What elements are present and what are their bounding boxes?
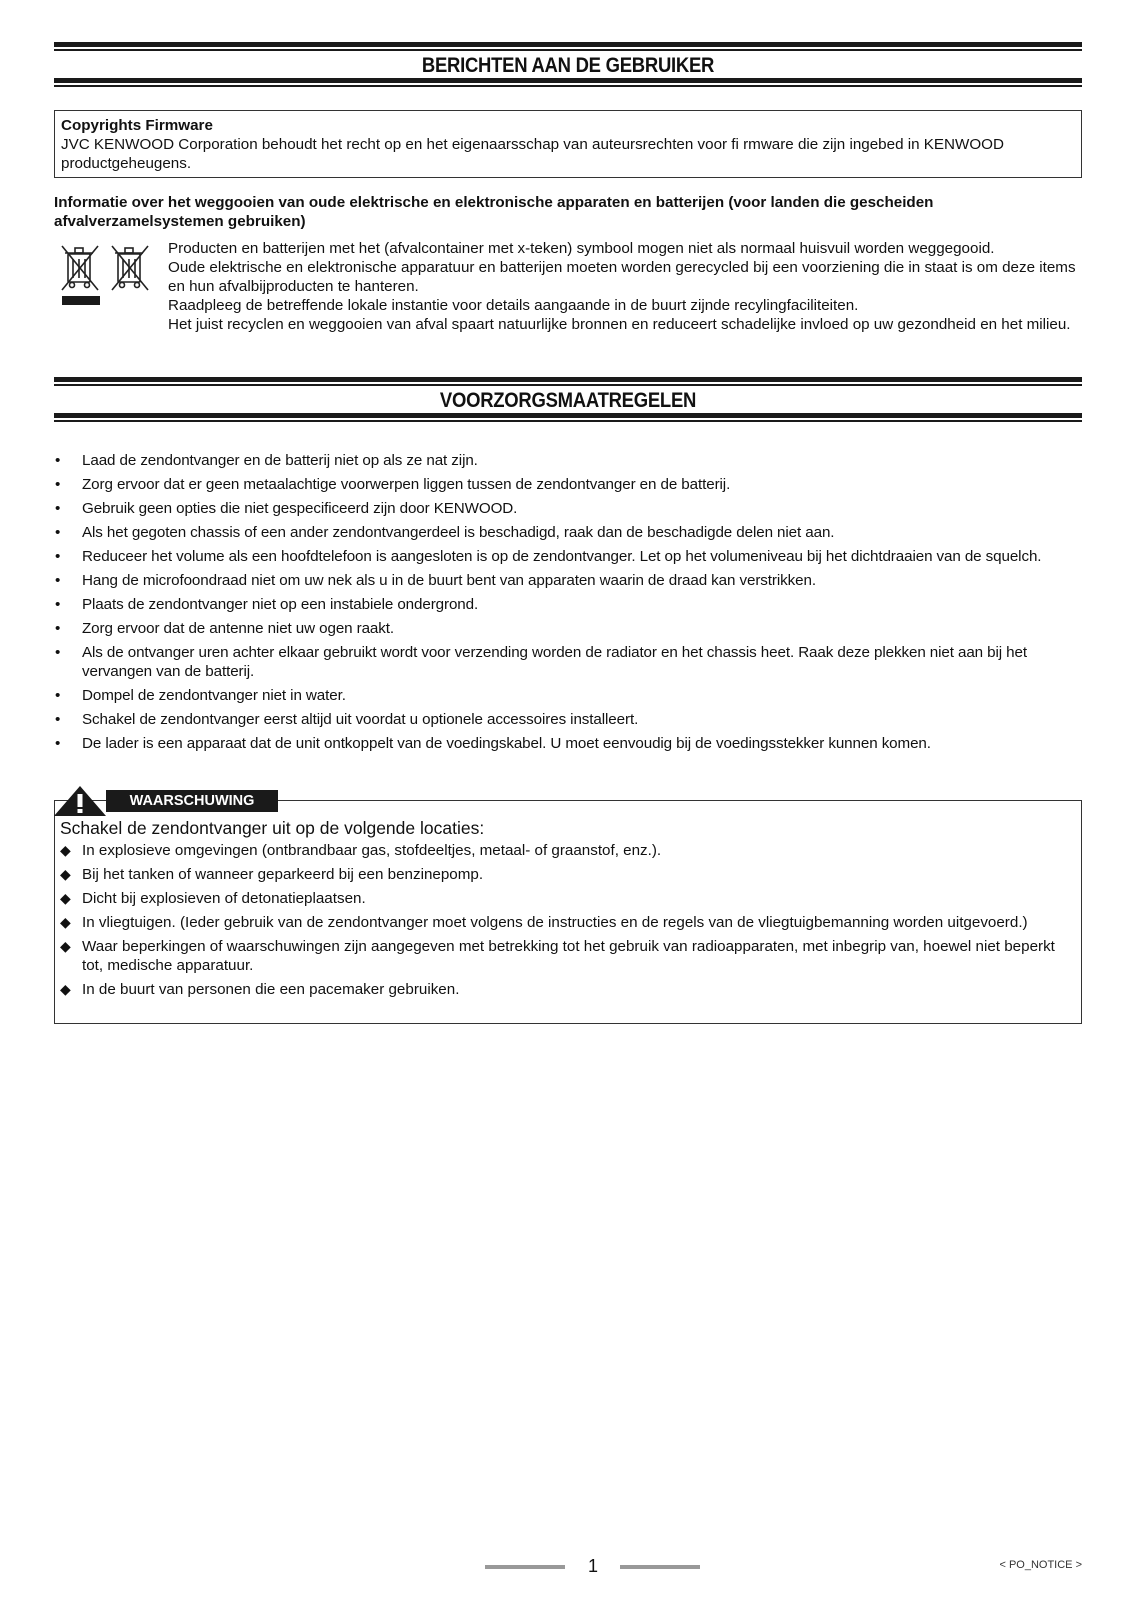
diamond-bullet-icon: ◆ [60, 914, 71, 930]
header-rule-top-thin [54, 49, 1082, 51]
diamond-bullet-icon: ◆ [60, 842, 71, 858]
disposal-paragraph: Raadpleeg de betreffende lokale instantie voor details aangaande in de buurt zijnde recylingfaciliteiten. [168, 297, 859, 314]
bullet-icon: • [55, 644, 61, 661]
bullet-icon: • [55, 548, 61, 565]
header-rule-top [54, 42, 1082, 47]
list-item: • Als de ontvanger uren achter elkaar gebruikt wordt voor verzending worden de radiator en het chassis heet. Raak deze plekken niet aan bij het vervangen van de batterij. [55, 644, 1027, 680]
warning-label: WAARSCHUWING [106, 790, 278, 812]
list-item: ◆ Dicht bij explosieven of detonatieplaatsen. [60, 890, 366, 907]
bullet-icon: • [55, 572, 61, 589]
list-item: • Dompel de zendontvanger niet in water. [55, 687, 346, 704]
list-item: ◆ In explosieve omgevingen (ontbrandbaar gas, stofdeeltjes, metaal- of graanstof, enz.). [60, 842, 662, 859]
list-item: • Gebruik geen opties die niet gespecificeerd zijn door KENWOOD. [55, 500, 518, 517]
warning-triangle-icon [54, 786, 106, 816]
weee-symbols [58, 244, 158, 312]
warning-list [60, 841, 1080, 1004]
diamond-bullet-icon: ◆ [60, 981, 71, 997]
diamond-bullet-icon: ◆ [60, 938, 71, 954]
list-item: • Schakel de zendontvanger eerst altijd uit voordat u optionele accessoires installeert. [55, 711, 639, 728]
list-item: • Zorg ervoor dat er geen metaalachtige voorwerpen liggen tussen de zendontvanger en de batterij. [55, 476, 731, 493]
section-title-precautions: VOORZORGSMAATREGELEN [439, 389, 697, 412]
list-item: ◆ Waar beperkingen of waarschuwingen zijn aangegeven met betrekking tot het gebruik van radioapparaten, met inbegrip van, hoewel niet beperkt tot, medische apparatuur. [60, 938, 1055, 974]
header-rule-bottom-thin [54, 420, 1082, 422]
footer-bar-left [485, 1565, 565, 1569]
section-header-notices [54, 42, 1082, 88]
header-rule-bottom [54, 78, 1082, 83]
page-number: 1 [587, 1556, 598, 1576]
footer-bar-right [620, 1565, 700, 1569]
disposal-heading: Informatie over het weggooien van oude elektrische en elektronische apparaten en batterijen (voor landen die gescheiden afvalverzamelsystemen gebruiken) [54, 194, 934, 230]
header-rule-top-thin [54, 384, 1082, 386]
bullet-icon: • [55, 452, 61, 469]
header-rule-top [54, 377, 1082, 382]
list-item: • De lader is een apparaat dat de unit ontkoppelt van de voedingskabel. U moet eenvoudig bij de voedingsstekker kunnen komen. [55, 735, 931, 752]
footer-notice: < PO_NOTICE > [999, 1559, 1082, 1571]
bullet-icon: • [55, 687, 61, 704]
list-item: ◆ In de buurt van personen die een pacemaker gebruiken. [60, 981, 460, 998]
diamond-bullet-icon: ◆ [60, 866, 71, 882]
header-rule-bottom-thin [54, 85, 1082, 87]
warning-intro: Schakel de zendontvanger uit op de volgende locaties: [60, 818, 485, 838]
precautions-list [54, 451, 1084, 758]
list-item: • Laad de zendontvanger en de batterij niet op als ze nat zijn. [55, 452, 478, 469]
copyright-heading: Copyrights Firmware [61, 117, 213, 134]
list-item: • Hang de microfoondraad niet om uw nek als u in de buurt bent van apparaten waarin de draad kan verstrikken. [55, 572, 816, 589]
list-item: • Plaats de zendontvanger niet op een instabiele ondergrond. [55, 596, 479, 613]
disposal-text [168, 239, 1083, 334]
crossed-out-wheelie-bin-icon [58, 244, 158, 312]
copyright-box [54, 110, 1082, 178]
bullet-icon: • [55, 524, 61, 541]
list-item: ◆ In vliegtuigen. (Ieder gebruik van de zendontvanger moet volgens de instructies en de regels van de vliegtuigbemanning worden uitgevoerd.) [60, 914, 1028, 931]
copyright-text: JVC KENWOOD Corporation behoudt het recht op en het eigenaarsschap van auteursrechten voor fi rmware die zijn ingebed in KENWOOD productgeheugens. [61, 136, 1004, 172]
list-item: ◆ Bij het tanken of wanneer geparkeerd bij een benzinepomp. [60, 866, 484, 883]
bullet-icon: • [55, 476, 61, 493]
disposal-paragraph: Het juist recyclen en weggooien van afval spaart natuurlijke bronnen en reduceert schadelijke invloed op uw gezondheid en het milieu. [168, 316, 1071, 333]
disposal-paragraph: Producten en batterijen met het (afvalcontainer met x-teken) symbool mogen niet als normaal huisvuil worden weggegooid. [168, 240, 995, 257]
diamond-bullet-icon: ◆ [60, 890, 71, 906]
bullet-icon: • [55, 711, 61, 728]
list-item: • Zorg ervoor dat de antenne niet uw ogen raakt. [55, 620, 395, 637]
header-rule-bottom [54, 413, 1082, 418]
disposal-paragraph: Oude elektrische en elektronische apparatuur en batterijen moeten worden gerecycled bij een voorziening die in staat is om deze items en hun afvalbijproducten te hanteren. [168, 259, 1076, 295]
list-item: • Reduceer het volume als een hoofdtelefoon is aangesloten is op de zendontvanger. Let op het volumeniveau bij het dichtdraaien van de squelch. [55, 548, 1042, 565]
bullet-icon: • [55, 735, 61, 752]
bullet-icon: • [55, 500, 61, 517]
section-header-precautions [54, 377, 1082, 423]
bullet-icon: • [55, 620, 61, 637]
section-title-notices: BERICHTEN AAN DE GEBRUIKER [421, 54, 715, 77]
warning-tab [54, 786, 278, 814]
bullet-icon: • [55, 596, 61, 613]
list-item: • Als het gegoten chassis of een ander zendontvangerdeel is beschadigd, raak dan de beschadigde delen niet aan. [55, 524, 835, 541]
